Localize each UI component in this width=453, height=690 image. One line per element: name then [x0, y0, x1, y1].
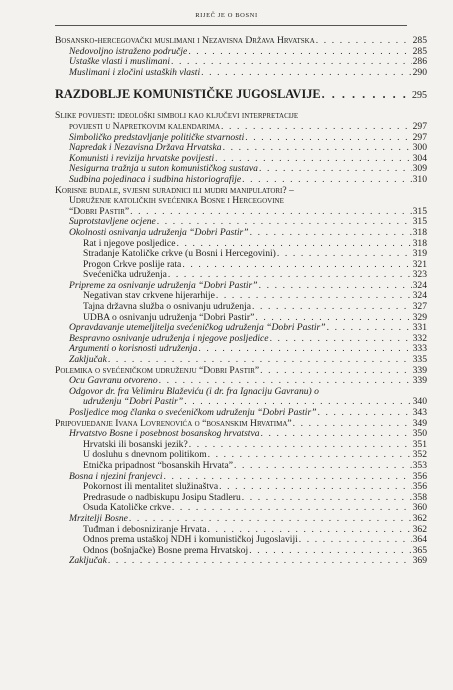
toc-entry-page: 364: [412, 534, 427, 546]
toc-entry-title: Simboličko predstavljanje političke stvarnosti: [69, 131, 245, 143]
leader-dots: [189, 440, 412, 451]
leader-dots: [270, 334, 412, 345]
toc-entry-page: 321: [412, 258, 427, 270]
toc-entry-title: U dosluhu s dnevnom politikom: [83, 449, 207, 461]
toc-entry: [55, 514, 427, 525]
toc-entry-page: 339: [412, 364, 427, 376]
toc-entry: [55, 122, 427, 133]
leader-dots: [316, 36, 412, 47]
leader-dots: [129, 514, 412, 525]
toc-entry-title: Nedovoljno istraženo područje: [69, 45, 188, 57]
toc-entry-page: 290: [412, 66, 427, 78]
toc-section-title-line: Udruženje katoličkih svećenika Bosne i Hercegovine: [69, 195, 284, 207]
toc-entry-page: 324: [412, 279, 427, 291]
toc-entry-title: Bosansko-hercegovački muslimani i Nezavisna Država Hrvatska: [55, 35, 315, 46]
leader-dots: [223, 143, 412, 154]
toc-entry-page: 350: [412, 428, 427, 440]
leader-dots: [293, 419, 412, 430]
toc-entry-title: Hrvatstvo Bosne i posebnost bosanskog hrvatstva: [69, 428, 260, 440]
leader-dots: [322, 86, 411, 102]
toc-entry-title: povijesti u Napretkovim kalendarima: [69, 120, 221, 132]
toc-entry-title: Muslimani i zločini ustaških vlasti: [69, 66, 201, 78]
toc-entry-page: 335: [412, 354, 427, 366]
leader-dots: [221, 122, 412, 133]
toc-entry-page: 343: [412, 407, 427, 418]
toc-entry-page: 285: [412, 45, 427, 57]
toc-entry-page: 286: [412, 56, 427, 68]
toc-entry-title: Negativan stav crkvene hijerarhije: [83, 290, 215, 302]
leader-dots: [182, 260, 411, 271]
toc-entry-page: 329: [412, 311, 427, 323]
toc-entry-title: Ustaške vlasti i muslimani: [69, 56, 170, 68]
toc-entry-page: 315: [412, 205, 427, 217]
toc-entry-title: udruženju “Dobri Pastir”: [83, 396, 184, 408]
toc-entry-page: 356: [412, 481, 427, 493]
toc-entry: [55, 175, 427, 186]
toc-entry-page: 358: [412, 491, 427, 503]
toc-entry-title: Mrzitelji Bosne: [69, 512, 128, 524]
toc-entry: [55, 461, 427, 472]
leader-dots: [245, 133, 411, 144]
toc-entry-page: 309: [412, 163, 427, 175]
leader-dots: [188, 47, 411, 58]
toc-entry-title: Zaključak: [69, 555, 107, 567]
toc-entry-page: 340: [412, 396, 427, 408]
leader-dots: [327, 323, 412, 334]
toc-entry-page: 339: [412, 375, 427, 387]
toc-entry-page: 333: [412, 343, 427, 355]
toc-entry-title: Rat i njegove posljedice: [83, 237, 176, 249]
leader-dots: [171, 57, 412, 68]
table-of-contents: [55, 36, 427, 567]
toc-entry-title: Odnos prema ustaškoj NDH i komunističkoj Jugoslaviji: [83, 534, 298, 546]
toc-entry-page: 318: [412, 237, 427, 249]
toc-entry-page: 369: [412, 555, 427, 567]
toc-entry-title: Ocu Gavranu otvoreno: [69, 375, 158, 387]
toc-entry-page: 324: [412, 290, 427, 302]
leader-dots: [259, 164, 412, 175]
leader-dots: [130, 207, 411, 218]
toc-entry-page: 331: [412, 322, 427, 334]
toc-entry-page: 300: [412, 142, 427, 154]
toc-entry-title: Bespravno osnivanje udruženja i njegove posljedice: [69, 332, 269, 344]
toc-entry-page: 297: [412, 131, 427, 143]
part-title: RAZDOBLJE KOMUNISTIČKE JUGOSLAVIJE: [55, 87, 321, 102]
toc-entry-title: Suprotstavljene ocjene: [69, 216, 156, 228]
leader-dots: [219, 482, 412, 493]
toc-entry-title: “Dobri Pastir”: [69, 205, 130, 217]
toc-entry-title: Hrvatski ili bosanski jezik?: [83, 438, 188, 450]
toc-entry-title: Progon Crkve poslije rata: [83, 258, 182, 270]
toc-entry-title: Komunisti i revizija hrvatske povijesti: [69, 152, 215, 164]
toc-entry-title: Etnička pripadnost “bosanskih Hrvata”: [83, 459, 233, 471]
toc-entry: [55, 228, 427, 239]
leader-dots: [234, 461, 412, 472]
leader-dots: [252, 302, 412, 313]
leader-dots: [277, 249, 412, 260]
toc-entry-page: 285: [412, 35, 427, 46]
part-heading: [55, 86, 427, 104]
part-page: 295: [412, 90, 427, 102]
toc-entry-title: Osuda Katoličke crkve: [83, 502, 171, 514]
toc-entry-title: Pripreme za osnivanje udruženja “Dobri Pastir”: [69, 279, 258, 291]
toc-entry-page: 315: [412, 216, 427, 228]
toc-section-title-line: Slike povijesti: ideološki simboli kao ključevi interpretacije: [55, 110, 299, 122]
toc-entry-page: 365: [412, 544, 427, 556]
leader-dots: [242, 493, 412, 504]
toc-entry-title: Opravdavanje utemeljitelja svećeničkog udruženja “Dobri Pastir”: [69, 322, 326, 334]
leader-dots: [259, 281, 412, 292]
toc-entry: [55, 556, 427, 567]
toc-entry-title: Bosna i njezini franjevci: [69, 470, 163, 482]
leader-dots: [250, 228, 412, 239]
toc-entry-title: Nesigurna tražnja u suton komunističkog sustava: [69, 163, 258, 175]
toc-entry-page: 352: [412, 449, 427, 461]
toc-entry-page: 360: [412, 502, 427, 514]
leader-dots: [242, 175, 411, 186]
toc-entry-title: Pripovijedanje Ivana Lovrenovića o “bosanskim Hrvatima”: [55, 417, 292, 429]
toc-entry-title: Posljedice mog članka o svećeničkom udruženju “Dobri Pastir”: [69, 407, 317, 418]
toc-entry-title: Tuđman i debosniziranje Hrvata: [83, 523, 207, 535]
toc-entry-page: 323: [412, 269, 427, 281]
toc-entry-title: Svećenička udruženja: [83, 269, 167, 281]
toc-entry-page: 297: [412, 120, 427, 132]
toc-entry-page: 318: [412, 226, 427, 238]
toc-entry: [55, 344, 427, 355]
toc-entry-page: 353: [412, 459, 427, 471]
leader-dots: [108, 556, 412, 567]
toc-entry: [55, 68, 427, 79]
toc-entry-page: 362: [412, 512, 427, 524]
toc-entry-title: Pokornost ili mentalitet služinaštva: [83, 481, 219, 493]
leader-dots: [249, 546, 411, 557]
toc-entry-page: 304: [412, 152, 427, 164]
toc-entry-title: Okolnosti osnivanja udruženja “Dobri Pastir”: [69, 226, 249, 238]
toc-entry-title: UDBA o osnivanju udruženja “Dobri Pastir”: [83, 311, 255, 323]
toc-entry-page: 327: [412, 301, 427, 313]
leader-dots: [260, 366, 411, 377]
toc-entry-page: 319: [412, 248, 427, 260]
toc-entry-title: Polemika o svećeničkom udruženju “Dobri Pastir”: [55, 364, 260, 376]
toc-entry-page: 356: [412, 470, 427, 482]
toc-entry-page: 332: [412, 332, 427, 344]
toc-entry: [55, 546, 427, 557]
toc-entry-title: Tajna državna služba o osnivanju udruženja: [83, 301, 251, 313]
toc-section-title-line: Korisne budale, svjesni suradnici ili mudri manipulatori? –: [55, 184, 294, 196]
leader-dots: [198, 344, 411, 355]
toc-entry: [55, 36, 427, 47]
leader-dots: [299, 535, 412, 546]
toc-entry-title: Argumenti o korisnosti udruženja: [69, 343, 198, 355]
toc-entry: [55, 408, 427, 419]
toc-entry-page: 351: [412, 438, 427, 450]
toc-entry-title: Sudbina pojedinaca i sudbina historiografije: [69, 173, 242, 185]
toc-entry-title: Zaključak: [69, 354, 107, 366]
leader-dots: [201, 68, 411, 79]
toc-entry-title: Odnos (bošnjačke) Bosne prema Hrvatskoj: [83, 544, 249, 556]
header-rule: [55, 25, 407, 26]
running-header: RIJEČ JE O BOSNI: [195, 12, 258, 19]
toc-entry-title-line: Odgovor dr. fra Velimiru Blaževiću (i dr. fra Ignaciju Gavranu) o: [69, 385, 319, 397]
toc-entry-page: 349: [412, 417, 427, 429]
toc-entry-page: 310: [412, 173, 427, 185]
leader-dots: [318, 408, 412, 419]
toc-entry-title: Napredak i Nezavisna Država Hrvatska: [69, 142, 222, 154]
leader-dots: [261, 429, 412, 440]
leader-dots: [172, 503, 412, 514]
toc-entry-title: Stradanje Katoličke crkve (u Bosni i Hercegovini): [83, 248, 276, 260]
toc-entry-title: Predrasude o nadbiskupu Josipu Stadleru: [83, 491, 241, 503]
leader-dots: [208, 450, 412, 461]
toc-entry-page: 362: [412, 523, 427, 535]
